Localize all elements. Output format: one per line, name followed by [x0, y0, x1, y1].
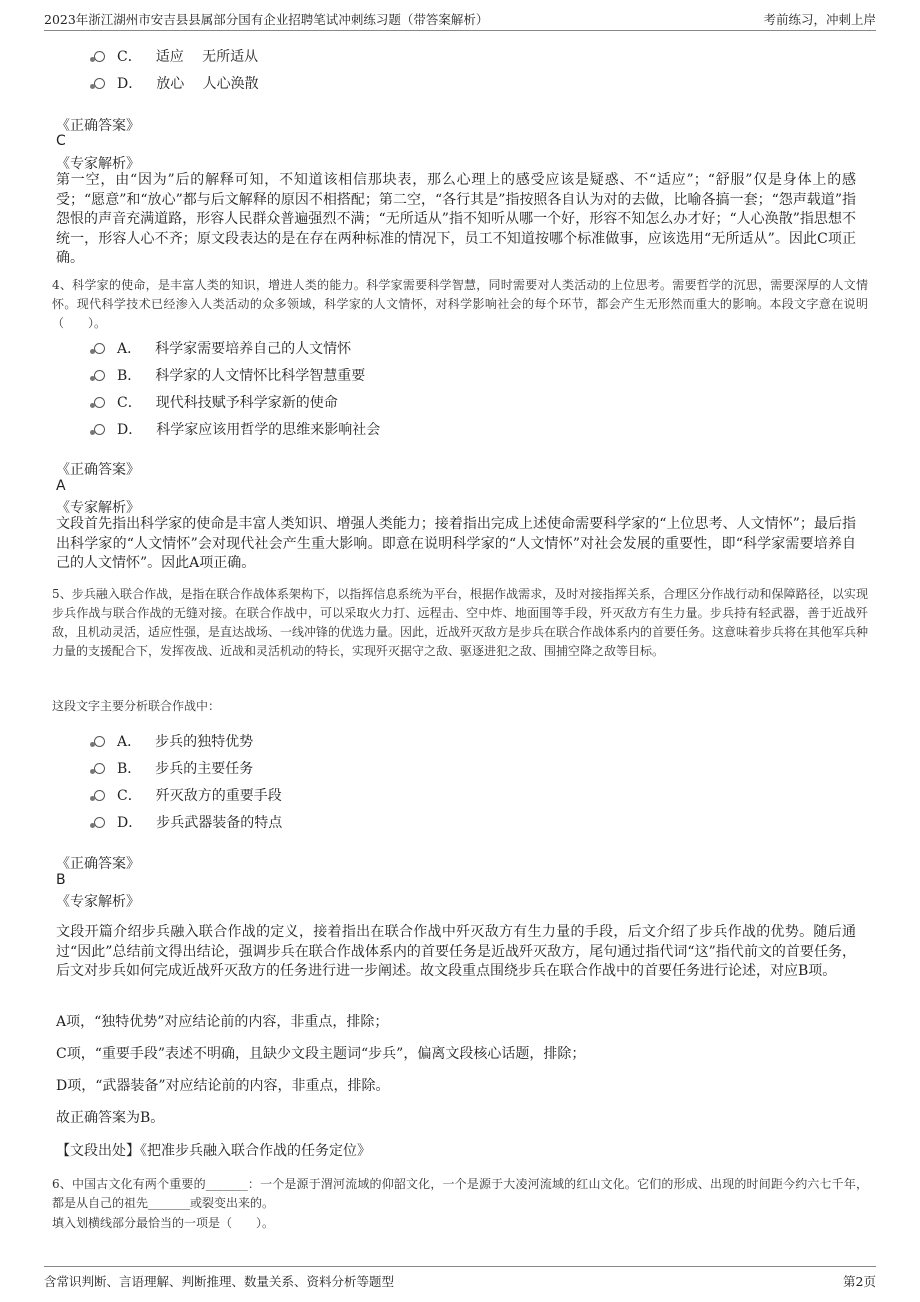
- page-footer: [44, 1266, 876, 1291]
- fill-blank: _______: [148, 1196, 191, 1210]
- footer-subjects: 含常识判断、言语理解、判断推理、数量关系、资料分析等题型: [44, 1274, 395, 1289]
- radio-icon[interactable]: [94, 397, 105, 408]
- q5-option-b[interactable]: B． 步兵的主要任务: [94, 758, 253, 778]
- analysis-label: 《专家解析》: [56, 156, 140, 172]
- source-citation: [56, 1140, 371, 1160]
- source-title: 《把准步兵融入联合作战的任务定位》: [140, 1143, 371, 1159]
- radio-icon[interactable]: [94, 790, 105, 801]
- radio-icon[interactable]: [94, 78, 105, 89]
- source-tag: 【文段出处】: [56, 1143, 140, 1159]
- radio-icon[interactable]: [94, 343, 105, 354]
- explanation-option-c: C项，“重要手段”表述不明确，且缺少文段主题词“步兵”，偏离文段核心话题，排除；: [56, 1046, 586, 1062]
- explanation-option-a: A项，“独特优势”对应结论前的内容，非重点，排除；: [56, 1014, 389, 1030]
- radio-icon[interactable]: [94, 424, 105, 435]
- q5-option-a[interactable]: A． 步兵的独特优势: [94, 731, 253, 751]
- page-header: [44, 8, 876, 31]
- answer-value: C: [56, 133, 66, 149]
- q4-option-d[interactable]: D． 科学家应该用哲学的思维来影响社会: [94, 419, 380, 439]
- q4-option-b[interactable]: B． 科学家的人文情怀比科学智慧重要: [94, 365, 365, 385]
- conclusion: 故正确答案为B。: [56, 1110, 165, 1126]
- explanation-option-d: D项，“武器装备”对应结论前的内容，非重点，排除。: [56, 1078, 390, 1094]
- question-6-prompt: 填入划横线部分最恰当的一项是（ ）。: [52, 1216, 275, 1230]
- fill-blank: _______: [205, 1177, 248, 1191]
- q5-option-c[interactable]: C． 歼灭敌方的重要手段: [94, 785, 282, 805]
- analysis-label: 《专家解析》: [56, 500, 140, 516]
- question-5-stem: 5、步兵融入联合作战，是指在联合作战体系架构下，以指挥信息系统为平台，根据作战需求，及时对接指挥关系，合理区分作战行动和保障路径，以实现步兵作战与联合作战的无缝对接。在联合作战中，可以采取火力打、远程击、空中炸、地面围等手段，歼灭敌方有生力量。步兵持有轻武器，善于近战歼敌，且机动灵活，适应性强，是直达战场、一线冲锋的优选力量。因此，近战歼灭敌方是步兵在联合作战体系内的首要任务。这意味着步兵将在其他军兵种力量的支援配合下，发挥夜战、近战和灵活机动的特长，实现歼灭据守之敌、驱逐进犯之敌、围捕空降之敌等目标。: [52, 587, 869, 658]
- header-slogan: 考前练习，冲刺上岸: [763, 12, 876, 27]
- page-number: 第2页: [843, 1274, 876, 1289]
- answer-value: B: [56, 872, 66, 888]
- question-5-prompt: 这段文字主要分析联合作战中：: [52, 699, 221, 713]
- question-4-stem: 4、科学家的使命，是丰富人类的知识，增进人类的能力。科学家需要科学智慧，同时需要对人类活动的上位思考。需要哲学的沉思，需要深厚的人文情怀。现代科学技术已经渗入人类活动的众多领域，科学家的人文情怀，对科学影响社会的每个环节，都会产生无形然而重大的影响。本段文字意在说明（ ）。: [52, 278, 868, 330]
- analysis-text: 第一空，由“因为”后的解释可知，不知道该相信那块表，那么心理上的感受应该是疑惑、不“适应”；“舒服”仅是身体上的感受；“愿意”和“放心”都与后文解释的原因不相搭配；第二空，“各行其是”指按照各自认为对的去做，比喻各搞一套；“怨声载道”指怨恨的声音充满道路，形容人民群众普遍强烈不满；“无所适从”指不知听从哪一个好，形容不知怎么办才好；“人心涣散”指思想不统一，形容人心不齐；原文段表达的是在存在两种标准的情况下，员工不知道按哪个标准做事，应该选用“无所适从”。因此C项正确。: [56, 172, 856, 266]
- analysis-text: 文段首先指出科学家的使命是丰富人类知识、增强人类能力；接着指出完成上述使命需要科学家的“上位思考、人文情怀”；最后指出科学家的“人文情怀”会对现代社会产生重大影响。即意在说明科学家的“人文情怀”对社会发展的重要性，即“科学家需要培养自己的人文情怀”。因此A项正确。: [56, 516, 856, 571]
- answer-label: 《正确答案》: [56, 118, 140, 134]
- question-6-stem: 6、中国古文化有两个重要的_______：一个是源于渭河流域的仰韶文化，一个是源于大凌河流域的红山文化。它们的形成、出现的时间距今约六七千年，都是从自己的祖先_______或裂变出来的。: [52, 1177, 868, 1210]
- radio-icon[interactable]: [94, 763, 105, 774]
- q3-option-c[interactable]: C． 适应 无所适从: [94, 46, 258, 66]
- radio-icon[interactable]: [94, 736, 105, 747]
- analysis-text: 文段开篇介绍步兵融入联合作战的定义，接着指出在联合作战中歼灭敌方有生力量的手段，后文介绍了步兵作战的优势。随后通过“因此”总结前文得出结论，强调步兵在联合作战体系内的首要任务是近战歼灭敌方，尾句通过指代词“这”指代前文的首要任务，后文对步兵如何完成近战歼灭敌方的任务进行进一步阐述。故文段重点围绕步兵在联合作战中的首要任务进行论述，对应B项。: [56, 924, 856, 979]
- radio-icon[interactable]: [94, 51, 105, 62]
- answer-value: A: [56, 478, 66, 494]
- q5-option-d[interactable]: D． 步兵武器装备的特点: [94, 812, 282, 832]
- answer-label: 《正确答案》: [56, 856, 140, 872]
- document-title: 2023年浙江湖州市安吉县县属部分国有企业招聘笔试冲刺练习题（带答案解析）: [44, 12, 489, 27]
- radio-icon[interactable]: [94, 817, 105, 828]
- radio-icon[interactable]: [94, 370, 105, 381]
- q3-option-d[interactable]: D． 放心 人心涣散: [94, 73, 259, 93]
- q4-option-a[interactable]: A． 科学家需要培养自己的人文情怀: [94, 338, 351, 358]
- analysis-label: 《专家解析》: [56, 894, 140, 910]
- answer-label: 《正确答案》: [56, 462, 140, 478]
- q4-option-c[interactable]: C． 现代科技赋予科学家新的使命: [94, 392, 338, 412]
